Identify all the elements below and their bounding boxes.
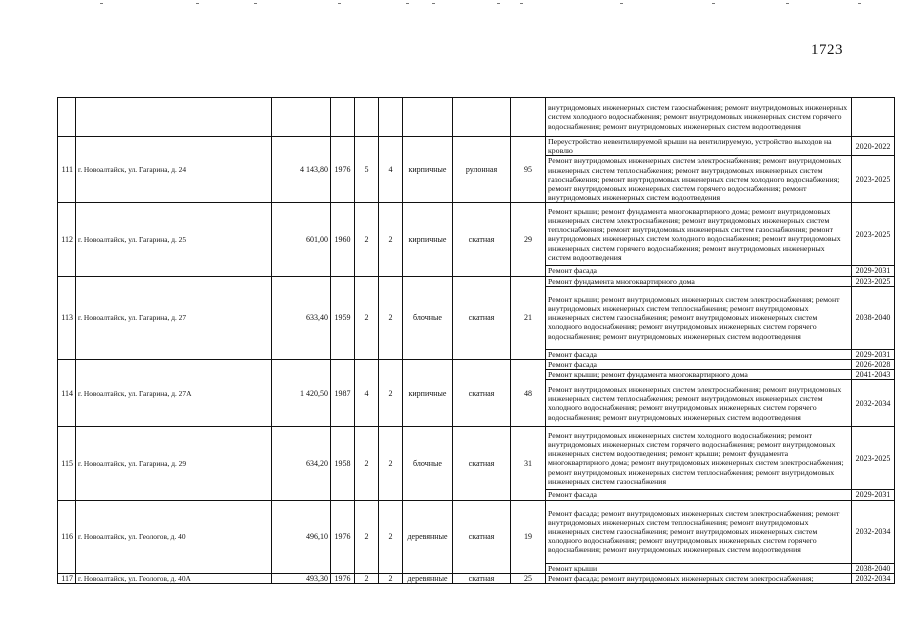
row-number: 117 <box>58 573 76 583</box>
works-cell: Ремонт крыши; ремонт фундамента многоквартирного дома; ремонт внутридомовых инженерных систем электроснабжения; ремонт внутридомовых инженерных систем теплоснабжения; ремонт внутридомовых инженерных систем газоснабжения; ремонт внутридомовых инженерных систем холодного водоснабжения; ремонт внутридомовых инженерных систем горячего водоснабжения; ремонт внутридомовых инженерных систем водоотведения <box>546 203 852 266</box>
roof-type-cell: скатная <box>453 500 511 573</box>
floors-cell: 2 <box>355 276 379 359</box>
area-cell: 1 420,50 <box>272 360 331 427</box>
year-cell <box>331 98 355 137</box>
works-cell: Ремонт внутридомовых инженерных систем электроснабжения; ремонт внутридомовых инженерных систем теплоснабжения; ремонт внутридомовых инженерных систем газоснабжения; ремонт внутридомовых инженерных систем холодного водоснабжения; ремонт внутридомовых инженерных систем горячего водоснабжения; ремонт внутридомовых инженерных систем водоотведения <box>546 156 852 203</box>
period-cell: 2032-2034 <box>852 573 895 583</box>
roof-type-cell: скатная <box>453 427 511 500</box>
floors-cell: 2 <box>355 573 379 583</box>
roof-type-cell: скатная <box>453 573 511 583</box>
area-cell: 634,20 <box>272 427 331 500</box>
entrances-cell: 4 <box>379 137 403 203</box>
entrances-cell: 2 <box>379 203 403 276</box>
entrances-cell: 2 <box>379 360 403 427</box>
year-cell: 1976 <box>331 573 355 583</box>
period-cell: 2038-2040 <box>852 563 895 573</box>
floors-cell <box>355 98 379 137</box>
year-cell: 1958 <box>331 427 355 500</box>
period-cell: 2038-2040 <box>852 286 895 349</box>
address-cell: г. Новоалтайск, ул. Гагарина, д. 29 <box>76 427 272 500</box>
row-number: 113 <box>58 276 76 359</box>
period-cell: 2023-2025 <box>852 156 895 203</box>
table-row <box>58 500 895 563</box>
row-number: 111 <box>58 137 76 203</box>
period-cell: 2029-2031 <box>852 266 895 276</box>
floors-cell: 4 <box>355 360 379 427</box>
walls-material-cell: блочные <box>403 276 453 359</box>
works-cell: Ремонт фасада <box>546 360 852 370</box>
walls-material-cell: кирпичные <box>403 360 453 427</box>
roof-type-cell: скатная <box>453 360 511 427</box>
works-cell: Ремонт внутридомовых инженерных систем холодного водоснабжения; ремонт внутридомовых инженерных систем горячего водоснабжения; ремонт внутридомовых инженерных систем водоотведения; ремонт крыши; ремонт фундамента многоквартирного дома; ремонт внутридомовых инженерных систем электроснабжения; ремонт внутридомовых инженерных систем теплоснабжения; ремонт внутридомовых инженерных систем газоснабжения <box>546 427 852 490</box>
address-cell: г. Новоалтайск, ул. Гагарина, д. 24 <box>76 137 272 203</box>
period-cell: 2029-2031 <box>852 349 895 359</box>
works-cell: Ремонт крыши <box>546 563 852 573</box>
scan-top-specks <box>0 0 905 12</box>
row-number <box>58 98 76 137</box>
entrances-cell: 2 <box>379 500 403 573</box>
walls-material-cell: блочные <box>403 427 453 500</box>
row-number: 114 <box>58 360 76 427</box>
wear-percent-cell: 48 <box>511 360 546 427</box>
area-cell: 601,00 <box>272 203 331 276</box>
roof-type-cell: рулонная <box>453 137 511 203</box>
period-cell: 2023-2025 <box>852 203 895 266</box>
works-cell: Ремонт внутридомовых инженерных систем электроснабжения; ремонт внутридомовых инженерных систем теплоснабжения; ремонт внутридомовых инженерных систем холодного водоснабжения; ремонт внутридомовых инженерных систем горячего водоснабжения; ремонт внутридомовых инженерных систем водоотведения <box>546 380 852 427</box>
address-cell: г. Новоалтайск, ул. Гагарина, д. 27 <box>76 276 272 359</box>
roof-type-cell: скатная <box>453 276 511 359</box>
table-row <box>58 98 895 137</box>
address-cell: г. Новоалтайск, ул. Геологов, д. 40 <box>76 500 272 573</box>
wear-percent-cell <box>511 98 546 137</box>
works-cell: Ремонт фасада; ремонт внутридомовых инженерных систем электроснабжения; ремонт внутридомовых инженерных систем теплоснабжения; ремонт внутридомовых инженерных систем газоснабжения; ремонт внутридомовых инженерных систем холодного водоснабжения; ремонт внутридомовых инженерных систем горячего водоснабжения; ремонт внутридомовых инженерных систем водоотведения <box>546 500 852 563</box>
wear-percent-cell: 19 <box>511 500 546 573</box>
floors-cell: 5 <box>355 137 379 203</box>
works-cell: Ремонт крыши; ремонт фундамента многоквартирного дома <box>546 370 852 380</box>
address-cell: г. Новоалтайск, ул. Гагарина, д. 25 <box>76 203 272 276</box>
area-cell: 633,40 <box>272 276 331 359</box>
walls-material-cell: кирпичные <box>403 203 453 276</box>
period-cell: 2032-2034 <box>852 500 895 563</box>
period-cell: 2026-2028 <box>852 360 895 370</box>
works-cell: Ремонт фасада <box>546 490 852 500</box>
area-cell <box>272 98 331 137</box>
year-cell: 1987 <box>331 360 355 427</box>
works-cell: Ремонт фасада <box>546 349 852 359</box>
floors-cell: 2 <box>355 500 379 573</box>
floors-cell: 2 <box>355 203 379 276</box>
year-cell: 1976 <box>331 500 355 573</box>
area-cell: 496,10 <box>272 500 331 573</box>
works-cell: Ремонт фундамента многоквартирного дома <box>546 276 852 286</box>
period-cell: 2029-2031 <box>852 490 895 500</box>
row-number: 116 <box>58 500 76 573</box>
period-cell: 2041-2043 <box>852 370 895 380</box>
address-cell <box>76 98 272 137</box>
entrances-cell: 2 <box>379 427 403 500</box>
period-cell: 2032-2034 <box>852 380 895 427</box>
roof-type-cell: скатная <box>453 203 511 276</box>
entrances-cell <box>379 98 403 137</box>
works-cell: Ремонт крыши; ремонт внутридомовых инженерных систем электроснабжения; ремонт внутридомовых инженерных систем теплоснабжения; ремонт внутридомовых инженерных систем газоснабжения; ремонт внутридомовых инженерных систем холодного водоснабжения; ремонт внутридомовых инженерных систем горячего водоснабжения; ремонт внутридомовых инженерных систем водоотведения <box>546 286 852 349</box>
row-number: 115 <box>58 427 76 500</box>
roof-type-cell <box>453 98 511 137</box>
wear-percent-cell: 31 <box>511 427 546 500</box>
wear-percent-cell: 21 <box>511 276 546 359</box>
wear-percent-cell: 29 <box>511 203 546 276</box>
address-cell: г. Новоалтайск, ул. Геологов, д. 40А <box>76 573 272 583</box>
year-cell: 1960 <box>331 203 355 276</box>
table-row <box>58 360 895 370</box>
walls-material-cell: деревянные <box>403 500 453 573</box>
period-cell: 2023-2025 <box>852 427 895 490</box>
table-row <box>58 203 895 266</box>
address-cell: г. Новоалтайск, ул. Гагарина, д. 27А <box>76 360 272 427</box>
entrances-cell: 2 <box>379 276 403 359</box>
works-cell: Ремонт фасада; ремонт внутридомовых инженерных систем электроснабжения; <box>546 573 852 583</box>
floors-cell: 2 <box>355 427 379 500</box>
row-number: 112 <box>58 203 76 276</box>
area-cell: 493,30 <box>272 573 331 583</box>
table-body <box>58 98 895 584</box>
table-row <box>58 137 895 156</box>
page-number: 1723 <box>811 42 843 58</box>
works-cell: Ремонт фасада <box>546 266 852 276</box>
period-cell: 2020-2022 <box>852 137 895 156</box>
walls-material-cell: деревянные <box>403 573 453 583</box>
wear-percent-cell: 95 <box>511 137 546 203</box>
overhaul-program-table <box>57 97 895 584</box>
wear-percent-cell: 25 <box>511 573 546 583</box>
walls-material-cell <box>403 98 453 137</box>
works-cell: Переустройство невентилируемой крыши на вентилируемую, устройство выходов на кровлю <box>546 137 852 156</box>
year-cell: 1976 <box>331 137 355 203</box>
period-cell: 2023-2025 <box>852 276 895 286</box>
table-row <box>58 427 895 490</box>
table-row <box>58 276 895 286</box>
year-cell: 1959 <box>331 276 355 359</box>
period-cell <box>852 98 895 137</box>
area-cell: 4 143,80 <box>272 137 331 203</box>
entrances-cell: 2 <box>379 573 403 583</box>
walls-material-cell: кирпичные <box>403 137 453 203</box>
works-cell: внутридомовых инженерных систем газоснабжения; ремонт внутридомовых инженерных систем холодного водоснабжения; ремонт внутридомовых инженерных систем горячего водоснабжения; ремонт внутридомовых инженерных систем водоотведения <box>546 98 852 137</box>
table-row <box>58 573 895 583</box>
